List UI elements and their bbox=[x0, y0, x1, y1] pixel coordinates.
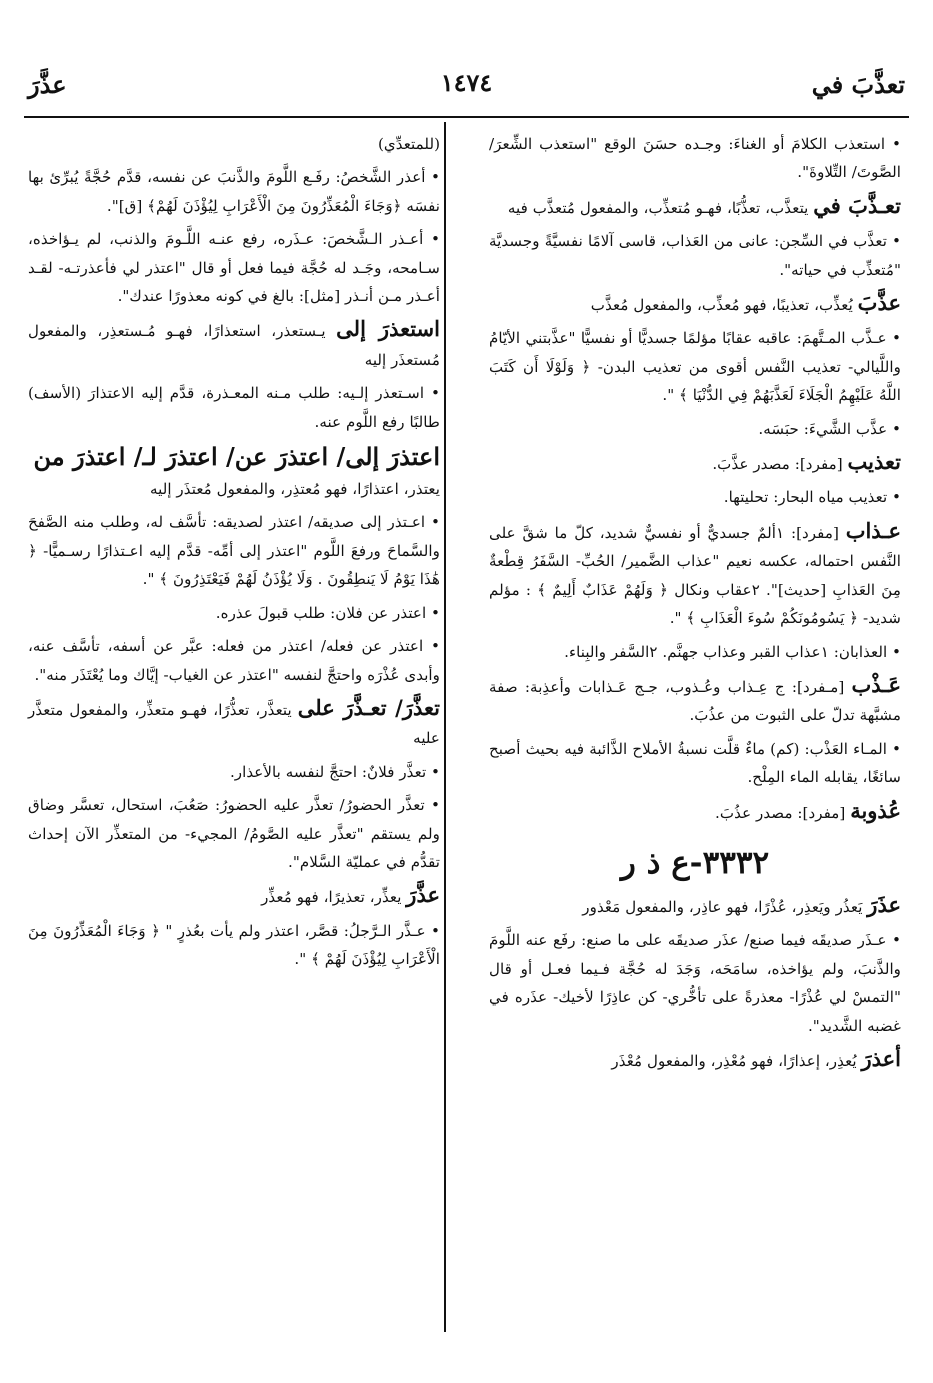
definition-paragraph: • اعتذر عن فعله/ اعتذر من فعله: عبَّر عن أسفه، تأسَّف عنه، وأبدى عُذْرَه واحتجَّ لنفسه "اعتذر عن الغياب- إيَّاك وما يُعْتَذَر منه". bbox=[28, 637, 440, 684]
entry-headword: استعذرَ إلى bbox=[336, 316, 440, 342]
left-column bbox=[28, 130, 440, 979]
entry-morphology: يعتذر، اعتذارًا، فهو مُعتذِر، والمفعول مُعتذَر إليه bbox=[150, 480, 440, 499]
entry-headword: تعذيب bbox=[847, 449, 901, 475]
entry-headword: عذَرَ bbox=[867, 891, 901, 917]
entry-headword: عذَّرَ bbox=[406, 882, 440, 908]
entry-morphology: [مفرد]: مصدر عذُبَ. bbox=[715, 803, 851, 822]
dictionary-entry bbox=[28, 441, 440, 503]
entry-headword: عـذاب bbox=[845, 517, 901, 543]
page-header bbox=[28, 62, 905, 106]
definition-paragraph: • تعذَّر الحضورُ/ تعذَّر عليه الحضورُ: صَعُبَ، استحال، تعسَّر وضاق ولم يستقم "تعذَّر عليه الصَّومُ/ المجيء- من المتعذِّر الآن إحداث تقدُّم في عمليّة السَّلام". bbox=[28, 796, 440, 871]
definition-paragraph: • المـاء العَذْب: (كم) ماءٌ قلَّت نسبةُ الأملاح الذَّائبة فيه بحيث أصبح سائغًا، يقابله الماء المِلْح. bbox=[489, 739, 901, 787]
definition-paragraph: • اعتذر عن فلان: طلب قبولَ عذره. bbox=[215, 603, 440, 622]
entry-morphology: يـستعذر، استعذارًا، فهـو مُـستعذِر، والمفعول مُستعذَر إليه bbox=[28, 322, 440, 369]
definition-paragraph: • عذَّب الشَّيءَ: حبَسَه. bbox=[758, 419, 901, 438]
definition-paragraph: • العذابان: ١عذاب القبر وعذاب جهنَّم. ٢السَّفر والبِناء. bbox=[564, 642, 901, 661]
dictionary-entry bbox=[489, 797, 901, 827]
page-number: ١٤٧٤ bbox=[440, 68, 493, 97]
entry-morphology: يُعذِّب، تعذيبًا، فهو مُعذِّب، والمفعول مُعذَّب bbox=[590, 296, 858, 315]
definition-paragraph: • عـذَّب المـتَّهمَ: عاقبه عقابًا مؤلمًا جسديًّا أو نفسيًّا "عذَّبتني الأيّامُ واللَّيالي- تعذيب النَّفس أقوى من تعذيب البدن- ﴿ وَلَوْلَا أَن كَتَبَ اللَّهُ عَلَيْهِمُ الْجَلَاءَ لَعَذَّبَهُمْ فِي الدُّنْيَا ﴾ ". bbox=[489, 329, 901, 405]
header-guide-word-left: عذَّرَ bbox=[28, 70, 67, 99]
dictionary-entry bbox=[28, 881, 440, 911]
definition-paragraph: • أعذر الشَّخصُ: رفَـع اللَّومَ والذَّنبَ عن نفسه، قدَّم حُجَّةً يُبرِّئ بها نفسَه ﴿وَجَاءَ الْمُعَذِّرُونَ مِنَ الْأَعْرَابِ لِيُؤْذَنَ لَهُمْ﴾ [ق]". bbox=[28, 168, 440, 215]
definition-paragraph: • اعـتذر إلى صديقه/ اعتذر لصديقه: تأسَّف له، وطلب منه الصَّفحَ والسَّماحَ ورفعَ اللَّوم "اعتذر إلى أمِّه- قدَّم إليه اعـتذارًا رسـميًّا- ﴿ هَٰذَا يَوْمُ لَا يَنطِقُونَ . وَلَا يُؤْذَنُ لَهُمْ فَيَعْتَذِرُونَ ﴾ ". bbox=[28, 513, 440, 589]
entry-headword: عَـذْب bbox=[851, 671, 901, 697]
entry-morphology: [مفرد]: مصدر عذَّبَ. bbox=[712, 455, 848, 474]
entry-morphology: [مـفرد]: ج عِـذاب وعُـذوب، جـج عَـذابات وأعذِبة: صفة مشبَّهة تدلّ على الثبوت من عذُبَ. bbox=[489, 677, 901, 725]
entry-morphology: يَعذُر ويَعذِر، عُذْرًا، فهو عاذِر، والمفعول مَعْذور bbox=[582, 897, 868, 916]
entry-headword: تعذَّرَ/ تعـذَّرَ على bbox=[297, 694, 440, 720]
entry-morphology: [مفرد]: ١ألمٌ جسديٌّ أو نفسيٌّ شديد، كلّ ما شقَّ على النَّفس احتماله، عكسه نعيم "عذاب الضَّمير/ الحُبِّ- السَّفَرُ قِطْعةٌ مِنَ العَذابِ [حديث]". ٢عقاب ونكال ﴿ وَلَهُمْ عَذَابٌ أَلِيمٌ ﴾ : مؤلم شديد- ﴿ يَسُومُونَكُمْ سُوءَ الْعَذَابِ ﴾ ". bbox=[489, 523, 901, 628]
definition-paragraph: • تعذَّب في السِّجن: عانى من العَذاب، قاسى آلامًا نفسيَّةً وجسديَّة "مُتعذِّب في حياته". bbox=[489, 232, 901, 279]
dictionary-entry bbox=[489, 448, 901, 478]
dictionary-entry bbox=[489, 517, 901, 633]
entry-morphology: يتعذَّب، تعذُّبًا، فهـو مُتعذِّب، والمفعول مُتعذَّب فيه bbox=[507, 198, 814, 217]
header-rule bbox=[24, 116, 909, 118]
definition-paragraph: • تعذَّر فلانٌ: احتجَّ لنفسه بالأعذار. bbox=[229, 762, 440, 781]
entry-headword: عذَّبَ bbox=[857, 290, 901, 316]
entry-headword: اعتذرَ إلى/ اعتذرَ عن/ اعتذرَ لـ/ اعتذرَ من bbox=[33, 442, 440, 472]
entry-morphology: يتعذَّر، تعذُّرًا، فهـو متعذِّر، والمفعول متعذَّر عليه bbox=[28, 700, 440, 748]
definition-paragraph: • عـذَر صديقَه فيما صنع/ عذَر صديقَه على ما صنع: رفَع عنه اللَّومَ والذَّنبَ، ولم يؤاخذه، سامَحَه، وَجَدَ له حُجَّة فـيما فعـل أو قال "التمسْ لي عُذْرًا- معذرةً على تأخُّري- كن عاذِرًا لأخيك- عذَره في غضبه الشَّديد". bbox=[489, 931, 901, 1035]
dictionary-entry bbox=[489, 1045, 901, 1075]
definition-paragraph: (للمتعدِّي) bbox=[377, 135, 440, 153]
dictionary-entry bbox=[28, 694, 440, 753]
definition-paragraph: • تعذيب مياه البحار: تحليتها. bbox=[723, 488, 901, 507]
definition-paragraph: • أعـذر الـشَّخصَ: عـذَره، رفع عنـه اللَّـومَ والذنب، لم يـؤاخذه، سـامحه، وجَـد له حُجَّة فيما فعل أو قال "اعتذر لي فأعذرتـه- لقـد أعـذر مـن أنـذر [مثل]: بالغ في كونه معذورًا عندك". bbox=[28, 230, 440, 306]
definition-paragraph: • عـذَّر الـرَّجلُ: قصَّر، اعتذر ولم يأت بعُذرٍ " ﴿ وَجَاءَ الْمُعَذِّرُونَ مِنَ الْأَعْرَابِ لِيُؤْذَنَ لَهُمْ ﴾ ". bbox=[28, 921, 440, 969]
header-guide-word-right: تعذَّبَ في bbox=[811, 70, 905, 99]
entry-morphology: يعذِّر، تعذيرًا، فهو مُعذِّر bbox=[261, 888, 407, 907]
definition-paragraph: • اسـتعذر إلـيه: طلب مـنه المعـذرة، قدَّم إليه الاعتذارَ (الأسف) طالبًا رفع اللَّوم عنه. bbox=[28, 384, 440, 431]
entry-morphology: يُعذِر، إعذارًا، فهو مُعْذِر، والمفعول مُعْذَر bbox=[611, 1051, 862, 1070]
dictionary-entry bbox=[489, 671, 901, 730]
entry-headword: عُذوبة bbox=[850, 797, 901, 823]
right-column bbox=[489, 130, 901, 1080]
dictionary-entry bbox=[28, 315, 440, 374]
root-heading: ٣٣٣٢-ع ذ ر bbox=[620, 844, 770, 881]
dictionary-entry bbox=[489, 289, 901, 319]
dictionary-entry bbox=[489, 891, 901, 921]
column-divider bbox=[444, 122, 446, 1332]
definition-paragraph: • استعذب الكلامَ أو الغناءَ: وجـده حسَنَ الوقع "استعذب الشِّعرَ/ الصَّوتَ/ التِّلاوةَ". bbox=[489, 135, 901, 182]
entry-headword: تعـذَّبَ في bbox=[813, 192, 901, 218]
entry-headword: أعذرَ bbox=[861, 1045, 901, 1071]
dictionary-entry bbox=[489, 192, 901, 222]
